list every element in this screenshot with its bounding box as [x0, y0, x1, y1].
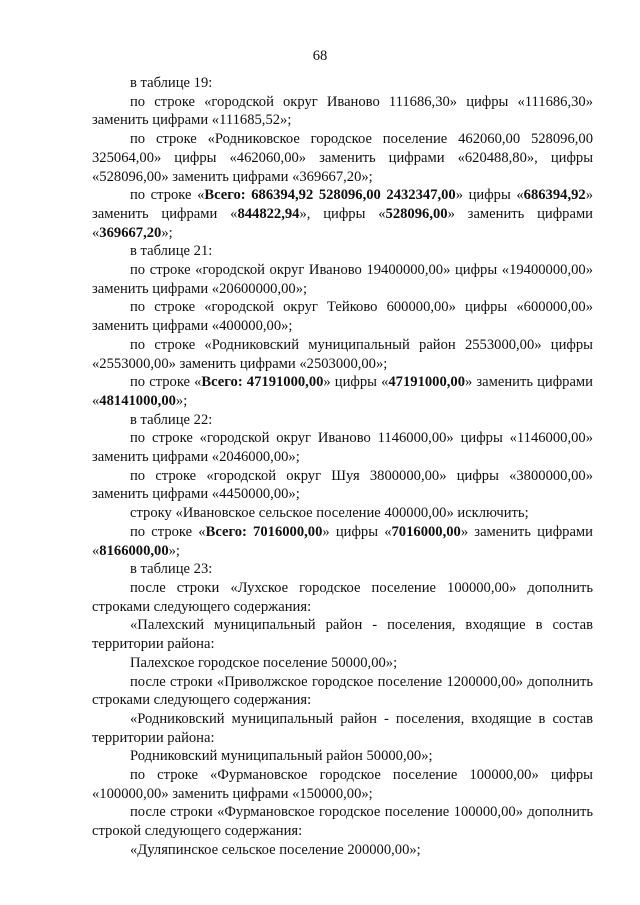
- document-body: [92, 74, 593, 860]
- text-run: » цифры «: [322, 523, 392, 540]
- paragraph: [92, 298, 593, 335]
- paragraph: [92, 130, 593, 186]
- text-run: после строки «Фурмановское городское поселение 100000,00» дополнить строкой следующего содержания:: [92, 804, 593, 840]
- text-run: Родниковский муниципальный район 50000,00»;: [130, 748, 433, 765]
- text-run: по строке «Родниковский муниципальный район 2553000,00» цифры «2553000,00» заменить цифрами «2503000,00»;: [92, 336, 593, 372]
- paragraph: [92, 579, 593, 616]
- paragraph: [92, 766, 593, 803]
- paragraph: [92, 411, 593, 430]
- text-run: по строке «городской округ Тейково 600000,00» цифры «600000,00» заменить цифрами «400000,00»;: [92, 299, 593, 335]
- bold-text-run: 369667,20: [99, 224, 162, 241]
- text-run: в таблице 21:: [130, 243, 213, 260]
- bold-text-run: 47191000,00: [388, 374, 465, 391]
- paragraph: [92, 261, 593, 298]
- paragraph: [92, 373, 593, 410]
- text-run: »;: [168, 542, 180, 559]
- text-run: «Родниковский муниципальный район - поселения, входящие в состав территории района:: [92, 710, 593, 746]
- page-number: 68: [312, 48, 328, 64]
- paragraph: [92, 523, 593, 560]
- paragraph: [92, 467, 593, 504]
- paragraph: [92, 93, 593, 130]
- bold-text-run: 686394,92: [523, 187, 586, 204]
- bold-text-run: 7016000,00: [391, 523, 461, 540]
- text-run: после строки «Приволжское городское поселение 1200000,00» дополнить строками следующего содержания:: [92, 673, 593, 709]
- text-run: по строке «: [130, 523, 206, 540]
- text-run: по строке «Родниковское городское поселение 462060,00 528096,00 325064,00» цифры «462060,00» заменить цифрами «620488,80», цифры «528096,00» заменить цифрами «369667,20»;: [92, 131, 593, 185]
- text-run: в таблице 22:: [130, 411, 213, 428]
- text-run: Палехское городское поселение 50000,00»;: [130, 654, 398, 671]
- text-run: » заменить цифрами «: [92, 523, 593, 559]
- text-run: «Палехский муниципальный район - поселения, входящие в состав территории района:: [92, 617, 593, 653]
- text-run: по строке «: [130, 187, 205, 204]
- text-run: » цифры «: [323, 374, 389, 391]
- text-run: » заменить цифрами «: [92, 205, 593, 241]
- text-run: «Дуляпинское сельское поселение 200000,00»;: [130, 841, 421, 858]
- text-run: по строке «Фурмановское городское поселение 100000,00» цифры «100000,00» заменить цифрами «150000,00»;: [92, 767, 593, 802]
- paragraph: [92, 747, 593, 766]
- paragraph: [92, 186, 593, 242]
- bold-text-run: Всего: 7016000,00: [205, 523, 323, 540]
- bold-text-run: 48141000,00: [99, 392, 176, 409]
- paragraph: [92, 673, 593, 710]
- text-run: в таблице 19:: [130, 75, 213, 91]
- paragraph: [92, 242, 593, 261]
- text-run: строку «Ивановское сельское поселение 400000,00» исключить;: [130, 505, 529, 522]
- paragraph: [92, 710, 593, 747]
- bold-text-run: Всего: 47191000,00: [201, 374, 324, 391]
- text-run: » заменить цифрами «: [92, 374, 593, 409]
- text-run: »;: [175, 392, 188, 409]
- paragraph: [92, 654, 593, 673]
- paragraph: [92, 504, 593, 523]
- paragraph: [92, 841, 593, 860]
- paragraph: [92, 616, 593, 653]
- text-run: в таблице 23:: [130, 561, 213, 578]
- bold-text-run: 844822,94: [237, 205, 300, 222]
- text-run: » цифры «: [455, 187, 524, 204]
- text-run: по строке «городской округ Иваново 1146000,00» цифры «1146000,00» заменить цифрами «2046000,00»;: [92, 430, 593, 466]
- paragraph: [92, 803, 593, 840]
- paragraph: [92, 336, 593, 373]
- text-run: »;: [161, 224, 173, 241]
- text-run: », цифры «: [299, 205, 386, 222]
- text-run: по строке «: [130, 374, 202, 391]
- paragraph: [92, 74, 593, 93]
- text-run: после строки «Лухское городское поселение 100000,00» дополнить строками следующего содержания:: [92, 579, 593, 615]
- bold-text-run: 528096,00: [385, 205, 448, 222]
- text-run: » заменить цифрами «: [92, 187, 593, 222]
- text-run: по строке «городской округ Шуя 3800000,00» цифры «3800000,00» заменить цифрами «4450000,00»;: [92, 467, 593, 503]
- text-run: по строке «городской округ Иваново 19400000,00» цифры «19400000,00» заменить цифрами «20600000,00»;: [92, 262, 593, 297]
- paragraph: [92, 560, 593, 579]
- text-run: по строке «городской округ Иваново 111686,30» цифры «111686,30» заменить цифрами «111685,52»;: [92, 93, 593, 129]
- bold-text-run: 8166000,00: [99, 542, 169, 559]
- paragraph: [92, 429, 593, 466]
- bold-text-run: Всего: 686394,92 528096,00 2432347,00: [204, 187, 456, 204]
